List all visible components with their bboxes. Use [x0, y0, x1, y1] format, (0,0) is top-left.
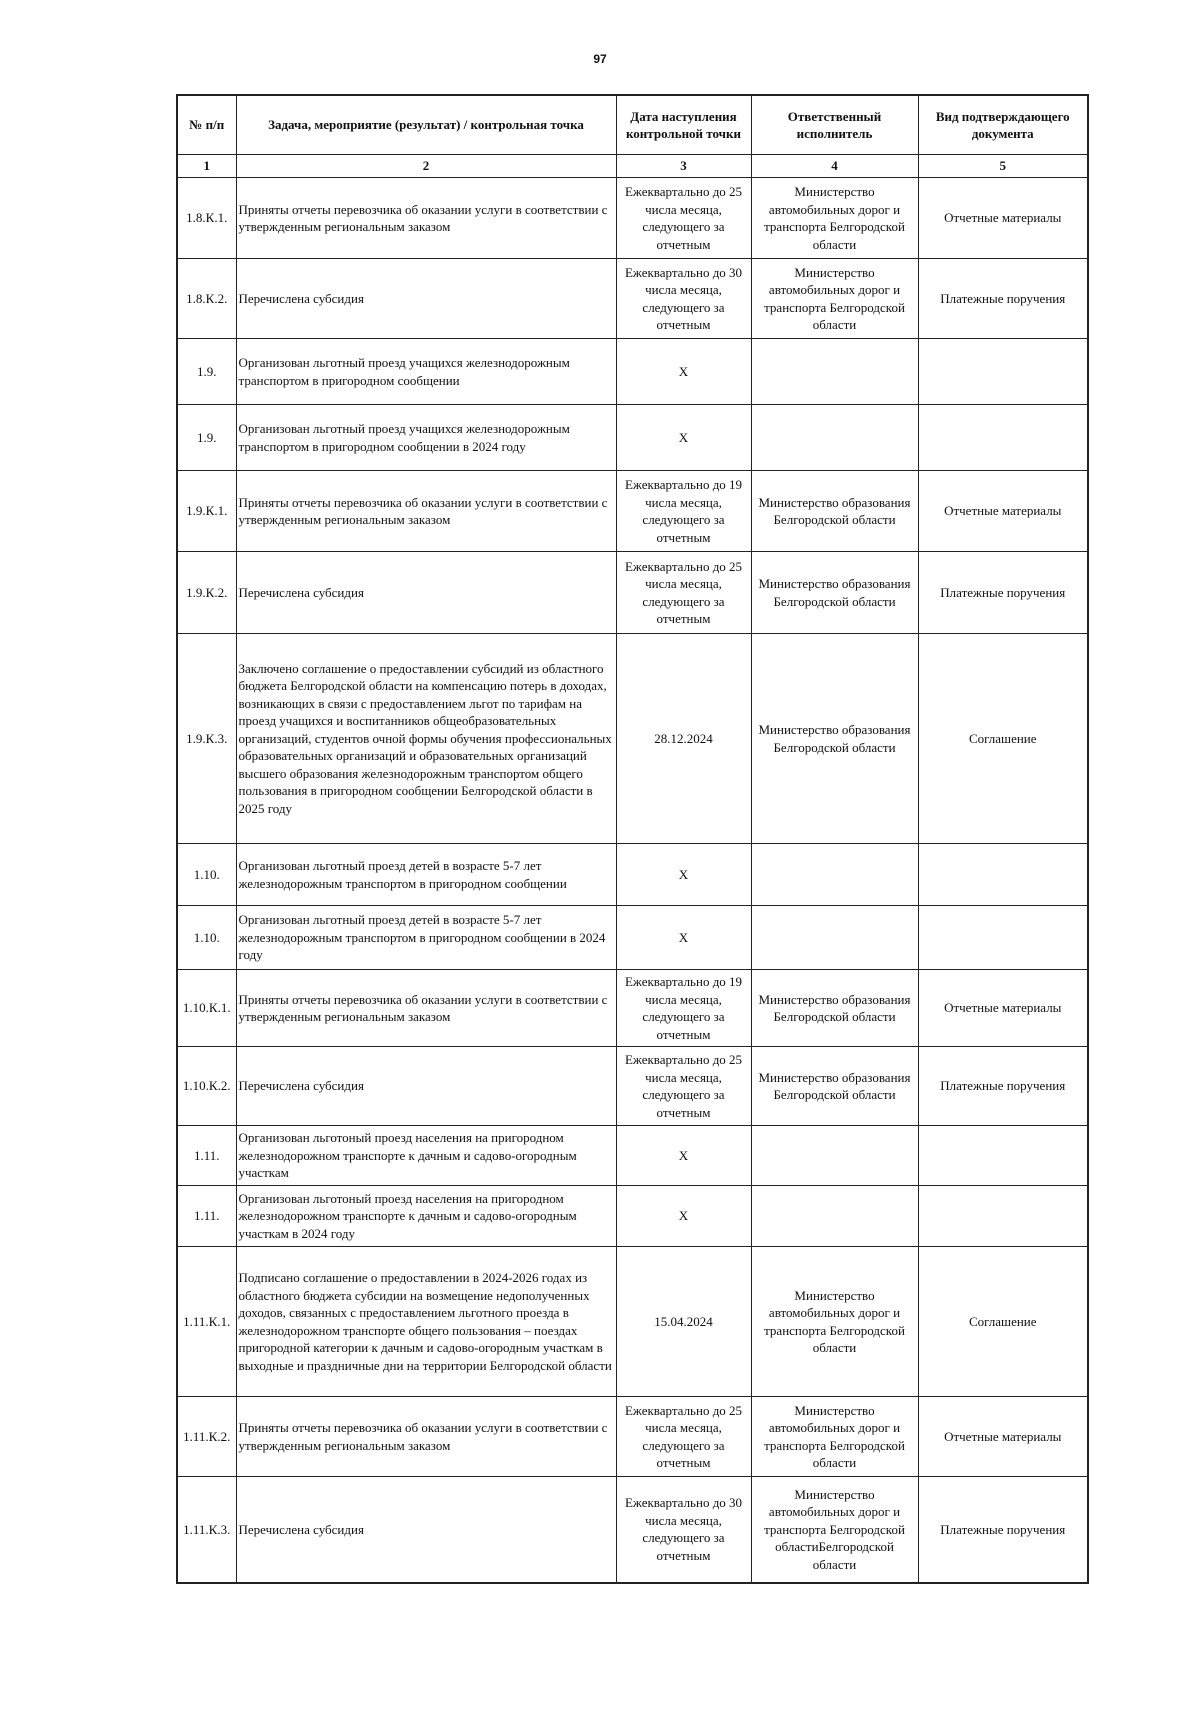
row-responsible: Министерство образования Белгородской области — [751, 471, 918, 552]
table-row — [177, 1047, 1088, 1126]
row-task: Приняты отчеты перевозчика об оказании услуги в соответствии с утвержденным региональным заказом — [236, 970, 616, 1047]
row-task: Перечислена субсидия — [236, 552, 616, 634]
row-document — [918, 1126, 1088, 1186]
row-document: Отчетные материалы — [918, 1397, 1088, 1477]
row-responsible: Министерство автомобильных дорог и транспорта Белгородской области — [751, 259, 918, 339]
row-document: Отчетные материалы — [918, 471, 1088, 552]
table-row — [177, 1126, 1088, 1186]
table-row — [177, 552, 1088, 634]
row-number: 1.9. — [177, 339, 236, 405]
row-number: 1.11. — [177, 1126, 236, 1186]
row-date: 15.04.2024 — [616, 1247, 751, 1397]
row-document: Соглашение — [918, 1247, 1088, 1397]
row-date: Ежеквартально до 19 числа месяца, следующего за отчетным — [616, 471, 751, 552]
table-header-row — [177, 95, 1088, 155]
table-row — [177, 634, 1088, 844]
column-number: 2 — [236, 155, 616, 178]
table-row — [177, 1477, 1088, 1583]
row-responsible: Министерство образования Белгородской области — [751, 552, 918, 634]
row-number: 1.11. — [177, 1186, 236, 1247]
row-document — [918, 339, 1088, 405]
row-document: Платежные поручения — [918, 1477, 1088, 1583]
row-task: Приняты отчеты перевозчика об оказании услуги в соответствии с утвержденным региональным заказом — [236, 1397, 616, 1477]
row-responsible — [751, 906, 918, 970]
row-task: Перечислена субсидия — [236, 1477, 616, 1583]
row-task: Организован льготный проезд учащихся железнодорожным транспортом в пригородном сообщении в 2024 году — [236, 405, 616, 471]
row-task: Приняты отчеты перевозчика об оказании услуги в соответствии с утвержденным региональным заказом — [236, 471, 616, 552]
table-row — [177, 1397, 1088, 1477]
table-row — [177, 259, 1088, 339]
header-document: Вид подтверждающего документа — [918, 95, 1088, 155]
row-number: 1.10.К.2. — [177, 1047, 236, 1126]
row-date: Х — [616, 906, 751, 970]
row-document — [918, 844, 1088, 906]
row-date: Ежеквартально до 25 числа месяца, следующего за отчетным — [616, 552, 751, 634]
header-date: Дата наступления контрольной точки — [616, 95, 751, 155]
row-number: 1.9. — [177, 405, 236, 471]
row-responsible — [751, 405, 918, 471]
header-number: № п/п — [177, 95, 236, 155]
row-date: Ежеквартально до 30 числа месяца, следующего за отчетным — [616, 259, 751, 339]
row-date: Ежеквартально до 25 числа месяца, следующего за отчетным — [616, 1397, 751, 1477]
row-responsible: Министерство автомобильных дорог и транспорта Белгородской областиБелгородской области — [751, 1477, 918, 1583]
row-task: Перечислена субсидия — [236, 259, 616, 339]
table-row — [177, 339, 1088, 405]
row-date: Ежеквартально до 25 числа месяца, следующего за отчетным — [616, 178, 751, 259]
row-task: Заключено соглашение о предоставлении субсидий из областного бюджета Белгородской области на компенсацию потерь в доходах, возникающих в связи с предоставлением льгот по тарифам на проезд учащихся и воспитанников общеобразовательных организаций, студентов очной формы обучения профессиональных образовательных организаций и образовательных организаций высшего образования железнодорожным транспортом общего пользования в пригородном сообщении Белгородской области в 2025 году — [236, 634, 616, 844]
row-task: Организован льготоный проезд населения на пригородном железнодорожном транспорте к дачным и садово-огородным участкам в 2024 году — [236, 1186, 616, 1247]
row-document: Отчетные материалы — [918, 970, 1088, 1047]
header-task: Задача, мероприятие (результат) / контрольная точка — [236, 95, 616, 155]
row-task: Организован льготный проезд детей в возрасте 5-7 лет железнодорожным транспортом в пригородном сообщении — [236, 844, 616, 906]
row-date: Х — [616, 1126, 751, 1186]
row-responsible: Министерство образования Белгородской области — [751, 970, 918, 1047]
table-row — [177, 844, 1088, 906]
row-number: 1.10. — [177, 844, 236, 906]
row-task: Перечислена субсидия — [236, 1047, 616, 1126]
row-date: Ежеквартально до 19 числа месяца, следующего за отчетным — [616, 970, 751, 1047]
row-document — [918, 405, 1088, 471]
row-responsible — [751, 1186, 918, 1247]
row-number: 1.9.К.3. — [177, 634, 236, 844]
column-number: 4 — [751, 155, 918, 178]
control-points-table — [176, 94, 1089, 1584]
row-responsible — [751, 844, 918, 906]
row-task: Организован льготоный проезд населения на пригородном железнодорожном транспорте к дачным и садово-огородным участкам — [236, 1126, 616, 1186]
column-number: 5 — [918, 155, 1088, 178]
row-responsible — [751, 339, 918, 405]
row-responsible: Министерство образования Белгородской области — [751, 1047, 918, 1126]
row-number: 1.9.К.2. — [177, 552, 236, 634]
header-responsible: Ответственный исполнитель — [751, 95, 918, 155]
row-document: Отчетные материалы — [918, 178, 1088, 259]
row-date: Х — [616, 844, 751, 906]
row-document: Платежные поручения — [918, 259, 1088, 339]
column-number: 1 — [177, 155, 236, 178]
page-number: 97 — [593, 52, 607, 66]
row-task: Организован льготный проезд учащихся железнодорожным транспортом в пригородном сообщении — [236, 339, 616, 405]
row-responsible: Министерство автомобильных дорог и транспорта Белгородской области — [751, 1247, 918, 1397]
row-responsible: Министерство образования Белгородской области — [751, 634, 918, 844]
row-document: Платежные поручения — [918, 1047, 1088, 1126]
row-number: 1.11.К.3. — [177, 1477, 236, 1583]
table-row — [177, 906, 1088, 970]
row-document — [918, 906, 1088, 970]
row-task: Приняты отчеты перевозчика об оказании услуги в соответствии с утвержденным региональным заказом — [236, 178, 616, 259]
row-task: Организован льготный проезд детей в возрасте 5-7 лет железнодорожным транспортом в пригородном сообщении в 2024 году — [236, 906, 616, 970]
row-number: 1.10. — [177, 906, 236, 970]
table-row — [177, 1247, 1088, 1397]
row-responsible: Министерство автомобильных дорог и транспорта Белгородской области — [751, 178, 918, 259]
table-row — [177, 178, 1088, 259]
column-number-row — [177, 155, 1088, 178]
row-number: 1.11.К.1. — [177, 1247, 236, 1397]
row-document — [918, 1186, 1088, 1247]
table-row — [177, 471, 1088, 552]
table-row — [177, 970, 1088, 1047]
row-date: 28.12.2024 — [616, 634, 751, 844]
table-row — [177, 405, 1088, 471]
row-document: Платежные поручения — [918, 552, 1088, 634]
row-date: Х — [616, 1186, 751, 1247]
row-number: 1.8.К.1. — [177, 178, 236, 259]
row-document: Соглашение — [918, 634, 1088, 844]
row-date: Х — [616, 405, 751, 471]
row-task: Подписано соглашение о предоставлении в 2024-2026 годах из областного бюджета субсидии на возмещение недополученных доходов, связанных с предоставлением льготного проезда в железнодорожном транспорте общего пользования – поездах пригородной категории к дачным и садово-огородным участкам в выходные и праздничные дни на территории Белгородской области — [236, 1247, 616, 1397]
row-date: Ежеквартально до 25 числа месяца, следующего за отчетным — [616, 1047, 751, 1126]
row-date: Ежеквартально до 30 числа месяца, следующего за отчетным — [616, 1477, 751, 1583]
row-number: 1.8.К.2. — [177, 259, 236, 339]
row-number: 1.11.К.2. — [177, 1397, 236, 1477]
row-number: 1.9.К.1. — [177, 471, 236, 552]
table-row — [177, 1186, 1088, 1247]
row-date: Х — [616, 339, 751, 405]
row-responsible: Министерство автомобильных дорог и транспорта Белгородской области — [751, 1397, 918, 1477]
row-number: 1.10.К.1. — [177, 970, 236, 1047]
row-responsible — [751, 1126, 918, 1186]
column-number: 3 — [616, 155, 751, 178]
